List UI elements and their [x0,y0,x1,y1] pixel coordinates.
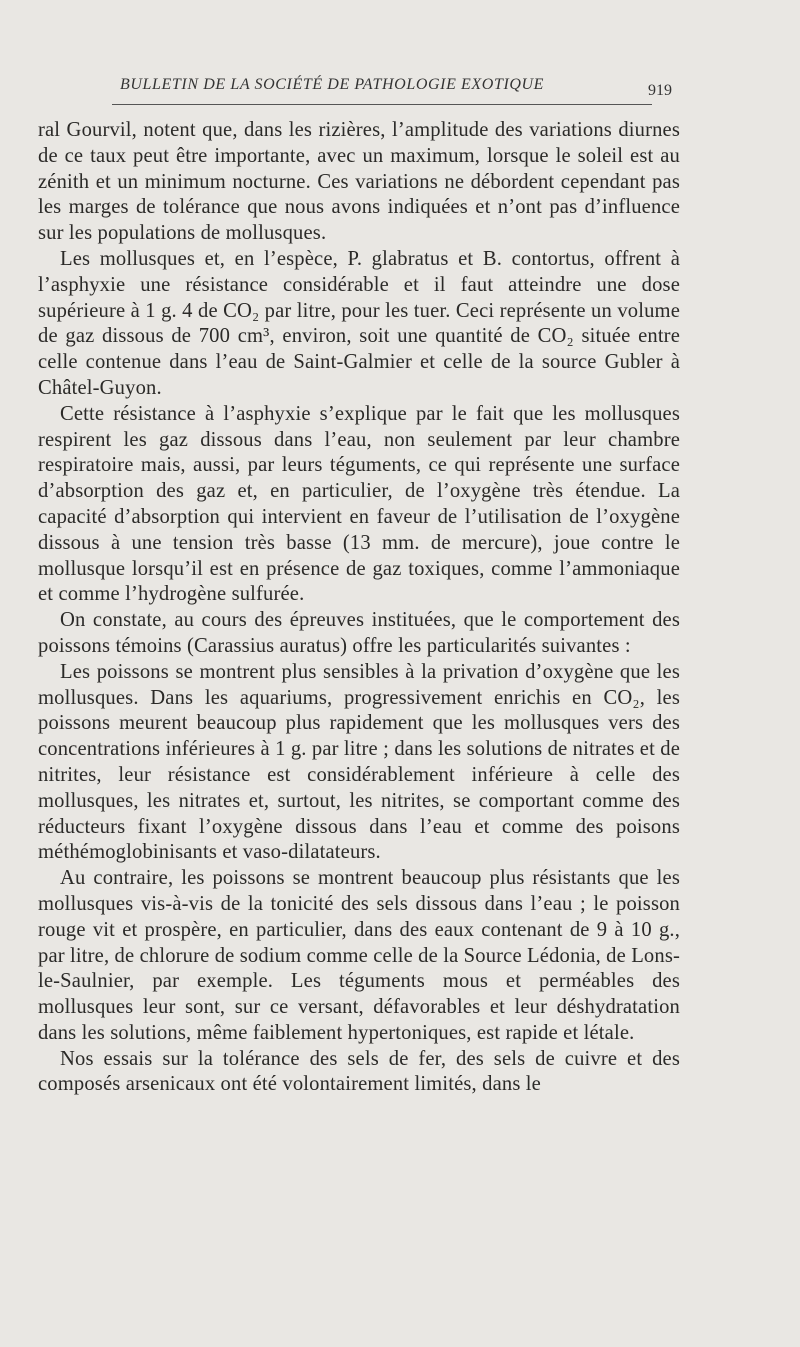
paragraph: Les poissons se montrent plus sensibles à la privation d’oxygène que les mollusques. Dans les aquariums, progressivement enrichis en CO₂, les poissons meurent beaucoup plus rapidement que les mollusques vers des concentrations inférieures à 1 g. par litre ; dans les solutions de nitrates et de nitrites, leur résistance est considérablement inférieure à celle des mollusques, les nitrates et, surtout, les nitrites, se comportant comme des réducteurs fixant l’oxygène dissous dans l’eau et comme des poisons méthémoglobinisants et vaso-dilatateurs. [38,660,680,864]
page-header [112,76,672,102]
paragraph: Les mollusques et, en l’espèce, P. glabratus et B. contortus, offrent à l’asphyxie une résistance considérable et il faut atteindre une dose supérieure à 1 g. 4 de CO₂ par litre, pour les tuer. Ceci représente un volume de gaz dissous de 700 cm³, environ, soit une quantité de CO₂ située entre celle contenue dans l’eau de Saint-Galmier et celle de la source Gubler à Châtel-Guyon. [38,247,680,399]
running-title: BULLETIN DE LA SOCIÉTÉ DE PATHOLOGIE EXOTIQUE [120,76,545,93]
paragraph: On constate, au cours des épreuves instituées, que le comportement des poissons témoins (Carassius auratus) offre les particularités suivantes : [38,609,680,657]
paragraph: Cette résistance à l’asphyxie s’explique par le fait que les mollusques respirent les gaz dissous dans l’eau, non seulement par leur chambre respiratoire mais, aussi, par leurs téguments, ce qui représente une surface d’absorption des gaz et, en particulier, de l’oxygène très étendue. La capacité d’absorption qui intervient en faveur de l’utilisation de l’oxygène dissous à une tension très basse (13 mm. de mercure), joue contre le mollusque lorsqu’il est en présence de gaz toxiques, comme l’ammoniaque et comme l’hydrogène sulfurée. [38,402,680,606]
body-text [38,118,680,1098]
paragraph: Nos essais sur la tolérance des sels de fer, des sels de cuivre et des composés arsenicaux ont été volontairement limités, dans le [38,1047,680,1096]
header-rule [112,104,652,105]
paragraph: Au contraire, les poissons se montrent beaucoup plus résistants que les mollusques vis-à-vis de la tonicité des sels dissous dans l’eau ; le poisson rouge vit et prospère, en particulier, dans des eaux contenant de 9 à 10 g., par litre, de chlorure de sodium comme celle de la Source Lédonia, de Lons-le-Saulnier, par exemple. Les téguments mous et perméables des mollusques leur sont, sur ce versant, défavorables et leur déshydratation dans les solutions, même faiblement hypertoniques, est rapide et létale. [38,867,680,1044]
paragraph: ral Gourvil, notent que, dans les rizières, l’amplitude des variations diurnes de ce taux peut être importante, avec un maximum, lorsque le soleil est au zénith et un minimum nocturne. Ces variations ne débordent cependant pas les marges de tolérance que nous avons indiquées et n’ont pas d’influence sur les populations de mollusques. [38,119,680,245]
page-number: 919 [648,82,672,99]
